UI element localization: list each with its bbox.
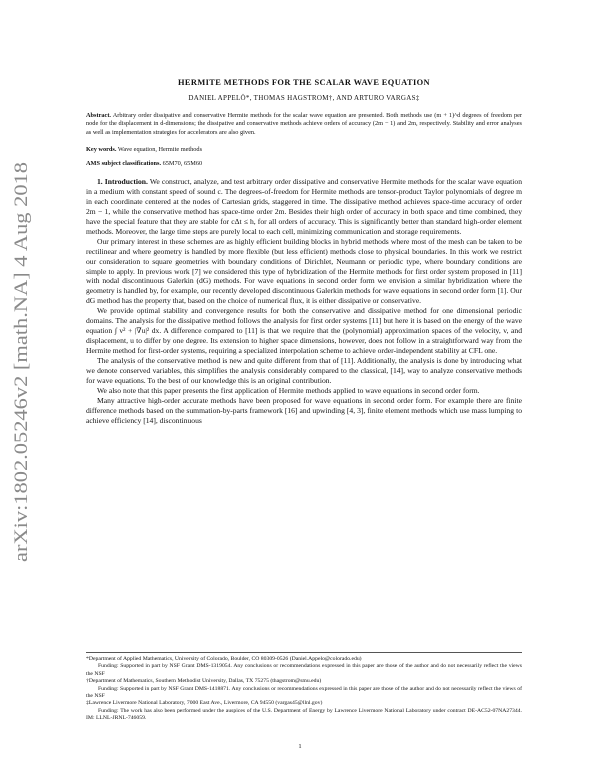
keywords-text: Wave equation, Hermite methods (117, 146, 203, 154)
intro-paragraph-3: We provide optimal stability and convergence results for both the conservative and dissipative method for one dimensional periodic domains. The analysis for the dissipative method follows the analysis for first order systems [11] but here it is based on the energy of the wave equation ∫ v² + |∇u|² dx. A difference compared to [11] is that we require that the (polynomial) approximation spaces of the velocity, v, and displacement, u to differ by one degree. Its extension to higher space dimensions, however, does not follow in a straightforward way from the Hermite method for first-order systems, requiring a specialized interpolation scheme to achieve order-independent stability at CFL one. (86, 306, 522, 356)
footnote-2-funding: Funding: Supported in part by NSF Grant DMS-1418871. Any conclusions or recommendations expressed in this paper are those of the author and do not necessarily reflect the views of the NSF (86, 685, 522, 700)
abstract (86, 112, 522, 137)
footnote-3-funding: Funding: The work has also been performed under the auspices of the U.S. Department of Energy by Lawrence Livermore National Laboratory under contract DE-AC52-07NA27344. IM: LLNL-JRNL-746059. (86, 707, 522, 722)
footnote-2: †Department of Mathematics, Southern Methodist University, Dallas, TX 75275 (thagstrom@smu.edu) (86, 678, 322, 685)
keywords-label: Key words. (86, 146, 117, 154)
intro-paragraph-2: Our primary interest in these schemes are as highly efficient building blocks in hybrid methods where most of the mesh can be taken to be rectilinear and where geometry is handled by more flexible (but less efficient) methods close to physical boundaries. In this work we restrict our consideration to square geometries with boundary conditions of Dirichlet, Neumann or periodic type, where boundary conditions are simple to apply. In previous work [7] we considered this type of hybridization of the Hermite methods for first order system proposed in [11] with nodal discontinuous Galerkin (dG) methods. For wave equations in second order form we envision a similar hybridization where the geometry is handled by, for example, our recently developed discontinuous Galerkin methods for wave equations in second order form [1]. Our dG method has the property that, based on the choice of numerical flux, it is either dissipative or conservative. (86, 236, 522, 306)
arxiv-identifier (8, 150, 34, 570)
footnote-3: ‡Lawrence Livermore National Laboratory, 7000 East Ave., Livermore, CA 94550 (vargas45@llnl.gov) (86, 700, 323, 707)
paper-title: HERMITE METHODS FOR THE SCALAR WAVE EQUATION (178, 78, 430, 87)
ams-label: AMS subject classifications. (86, 160, 162, 168)
paper-authors: DANIEL APPELÖ*, THOMAS HAGSTROM†, AND ARTURO VARGAS‡ (188, 94, 420, 102)
footnotes (86, 652, 522, 723)
ams-classifications (86, 160, 522, 167)
footnote-1: *Department of Applied Mathematics, University of Colorado, Boulder, CO 80309-0526 (Daniel.Appelo@colorado.edu) (86, 656, 362, 662)
arxiv-id-text: arXiv:1802.05246v2 [math.NA] 4 Aug 2018 (12, 232, 32, 562)
intro-paragraph-4: The analysis of the conservative method is new and quite different from that of [11]. Additionally, the analysis is done by introducing what we denote conserved variables, this simplifies the analysis considerably compared to the classical, [14], way to analyze conservative methods for wave equations. To the best of our knowledge this is an original contribution. (86, 355, 522, 385)
page-number: 1 (298, 743, 302, 750)
paper-page (86, 78, 522, 426)
keywords (86, 146, 522, 153)
ams-text: 65M70, 65M60 (162, 160, 203, 168)
intro-paragraph-1 (86, 177, 522, 237)
abstract-label: Abstract. (86, 112, 112, 119)
section-heading: 1. Introduction. (97, 177, 148, 187)
intro-paragraph-6: Many attractive high-order accurate methods have been proposed for wave equations in second order form. For example there are finite difference methods based on the summation-by-parts framework [16] and upwinding [4, 3], finite element methods which use mass lumping to achieve efficiency [14], discontinuous (86, 395, 522, 425)
abstract-text: Arbitrary order dissipative and conservative Hermite methods for the scalar wave equation are presented. Both methods use (m + 1)^d degrees of freedom per node for the displacement in d-dimensions; the dissipative and conservative methods achieve orders of accuracy (2m − 1) and 2m, respectively. Stability and error analyses as well as implementation strategies for accelerators are also given. (86, 112, 522, 136)
intro-p1-text: We construct, analyze, and test arbitrary order dissipative and conservative Hermite methods for the scalar wave equation in a medium with constant speed of sound c. The degrees-of-freedom for Hermite methods are tensor-product Taylor polynomials of degree m in each coordinate centered at the nodes of Cartesian grids, staggered in time. The dissipative method achieves space-time accuracy of order 2m − 1, while the conservative method has space-time order 2m. Besides their high order of accuracy in both space and time combined, they have the special feature that they are stable for cΔt ≤ h, for all orders of accuracy. This is significantly better than standard high-order element methods. Moreover, the large time steps are purely local to each cell, minimizing communication and storage requirements. (86, 177, 522, 236)
arxiv-stamp (8, 150, 34, 570)
footnote-1-funding: Funding: Supported in part by NSF Grant DMS-1319054. Any conclusions or recommendations expressed in this paper are those of the author and do not necessarily reflect the views the NSF (86, 663, 522, 677)
intro-paragraph-5: We also note that this paper presents the first application of Hermite methods applied to wave equations in second order form. (97, 385, 480, 395)
